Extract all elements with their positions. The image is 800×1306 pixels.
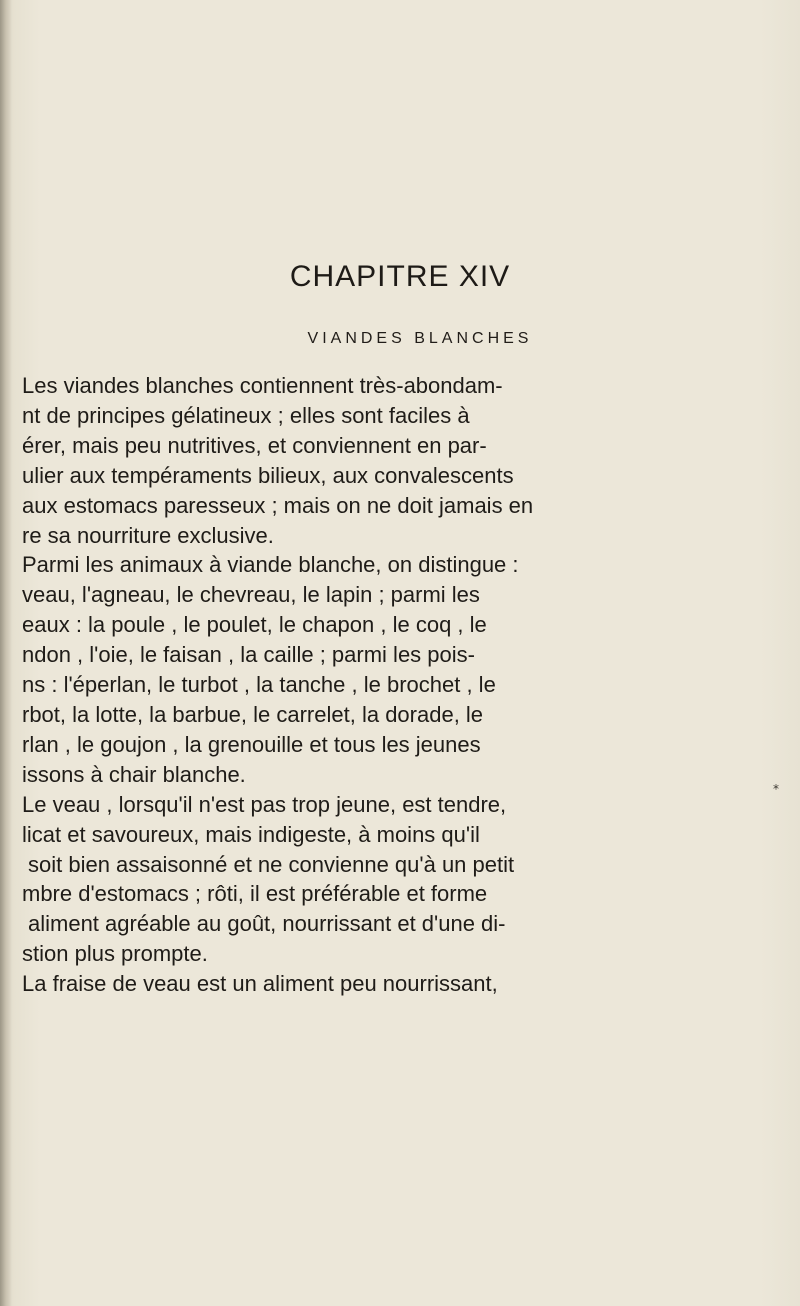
text-line: érer, mais peu nutritives, et conviennent en par- bbox=[22, 432, 487, 458]
chapter-title: CHAPITRE XIV bbox=[289, 260, 511, 293]
text-line: eaux : la poule , le poulet, le chapon , le coq , le bbox=[22, 612, 487, 638]
body-text bbox=[22, 371, 792, 999]
text-line: aliment agréable au goût, nourrissant et d'une di- bbox=[28, 911, 506, 937]
section-title: VIANDES BLANCHES bbox=[307, 330, 533, 347]
text-line: veau, l'agneau, le chevreau, le lapin ; parmi les bbox=[22, 582, 480, 608]
text-line: Parmi les animaux à viande blanche, on distingue : bbox=[22, 552, 519, 578]
text-line: La fraise de veau est un aliment peu nourrissant, bbox=[22, 971, 498, 997]
margin-asterisk-mark: * bbox=[773, 782, 779, 796]
text-line: licat et savoureux, mais indigeste, à moins qu'il bbox=[22, 821, 480, 847]
text-line: soit bien assaisonné et ne convienne qu'à un petit bbox=[28, 851, 515, 877]
text-line: stion plus prompte. bbox=[22, 941, 208, 967]
text-line: mbre d'estomacs ; rôti, il est préférable et forme bbox=[22, 881, 488, 907]
text-line: ndon , l'oie, le faisan , la caille ; parmi les pois- bbox=[22, 642, 475, 668]
text-line: rlan , le goujon , la grenouille et tous les jeunes bbox=[22, 731, 481, 757]
text-line: Les viandes blanches contiennent très-abondam- bbox=[22, 373, 503, 398]
text-line: Le veau , lorsqu'il n'est pas trop jeune, est tendre, bbox=[22, 791, 507, 817]
text-line: re sa nourriture exclusive. bbox=[22, 522, 274, 548]
text-line: issons à chair blanche. bbox=[22, 761, 246, 787]
page-binding-edge bbox=[0, 0, 12, 1306]
text-line: ulier aux tempéraments bilieux, aux convalescents bbox=[22, 462, 514, 488]
text-line: nt de principes gélatineux ; elles sont faciles à bbox=[22, 402, 470, 428]
text-line: rbot, la lotte, la barbue, le carrelet, la dorade, le bbox=[22, 701, 484, 727]
text-line: ns : l'éperlan, le turbot , la tanche , le brochet , le bbox=[22, 672, 496, 698]
text-line: aux estomacs paresseux ; mais on ne doit jamais en bbox=[22, 492, 534, 518]
